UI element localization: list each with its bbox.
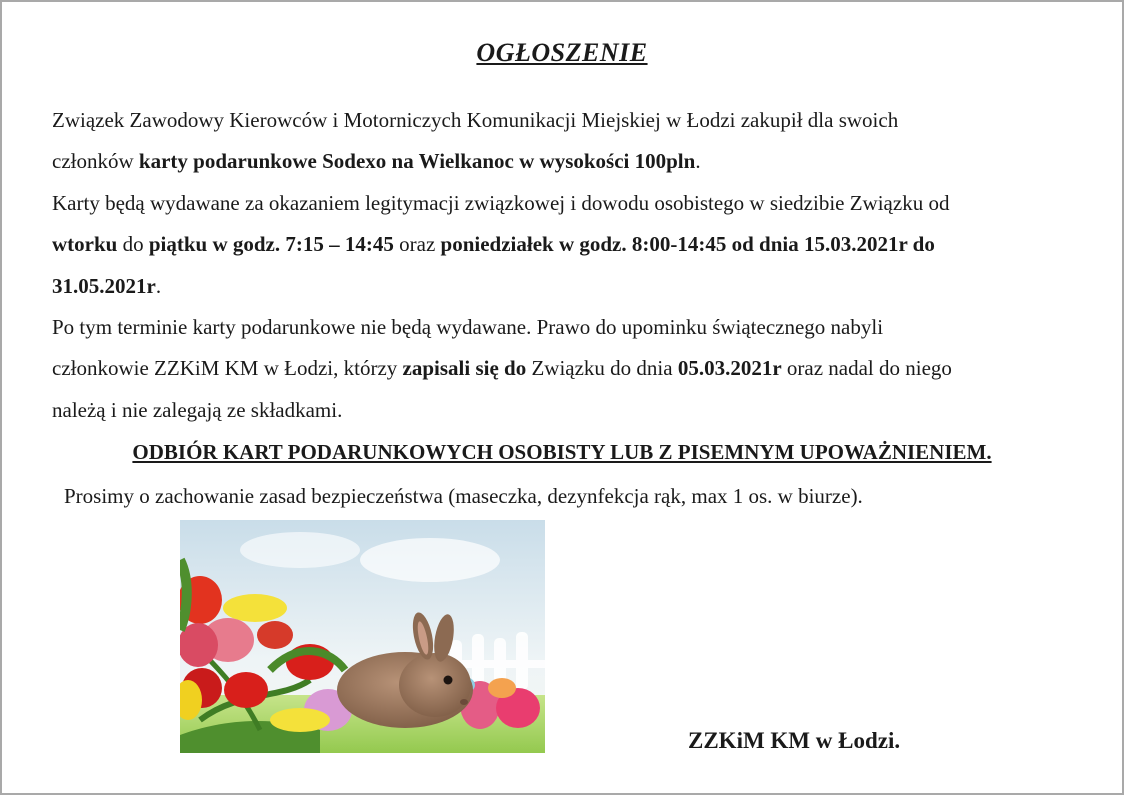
signature: ZZKiM KM w Łodzi. [688, 728, 901, 753]
para1-line2 [52, 141, 1082, 182]
safety-request: Prosimy o zachowanie zasad bezpieczeństwa (maseczka, dezynfekcja rąk, max 1 os. w biurze). [64, 484, 863, 508]
pickup-notice: ODBIÓR KART PODARUNKOWYCH OSOBISTY LUB Z PISEMNYM UPOWAŻNIENIEM. [132, 440, 992, 464]
announcement-body [52, 100, 1082, 431]
bold-span: 05.03.2021r [677, 356, 782, 381]
text-span: Związku do dnia [526, 356, 678, 381]
text-span: . [695, 149, 701, 174]
bold-span: karty podarunkowe Sodexo na Wielkanoc w wysokości 100pln [138, 149, 696, 174]
text-span: oraz nadal do niego [781, 356, 952, 381]
bold-span: piątku w godz. 7:15 – 14:45 [148, 232, 394, 257]
text-span: do [117, 232, 149, 257]
text-span: oraz [393, 232, 441, 257]
bold-span: zapisali się do [402, 356, 527, 381]
para1-line1: Związek Zawodowy Kierowców i Motorniczych Komunikacji Miejskiej w Łodzi zakupił dla swoich [52, 108, 899, 132]
para2-line2 [52, 224, 1082, 265]
easter-bunny-image [180, 520, 545, 753]
para3-line1: Po tym terminie karty podarunkowe nie będą wydawane. Prawo do upominku świątecznego nabyli [52, 315, 884, 340]
para3-line3: należą i nie zalegają ze składkami. [52, 397, 343, 422]
para2-line3 [52, 266, 1082, 307]
easter-illustration [180, 520, 545, 753]
text-span: członkowie ZZKiM KM w Łodzi, którzy [52, 356, 403, 381]
bold-span: wtorku [52, 232, 118, 257]
para3-line2 [52, 348, 1082, 389]
bold-span: poniedziałek w godz. 8:00-14:45 od dnia 15.03.2021r do [440, 232, 935, 257]
text-span: . [155, 273, 162, 298]
page-title: OGŁOSZENIE [476, 38, 648, 67]
para2-line1: Karty będą wydawane za okazaniem legitymacji związkowej i dowodu osobistego w siedzibie Związku od [52, 190, 950, 215]
bold-span: 31.05.2021r [52, 273, 156, 298]
text-span: członków [52, 149, 139, 174]
